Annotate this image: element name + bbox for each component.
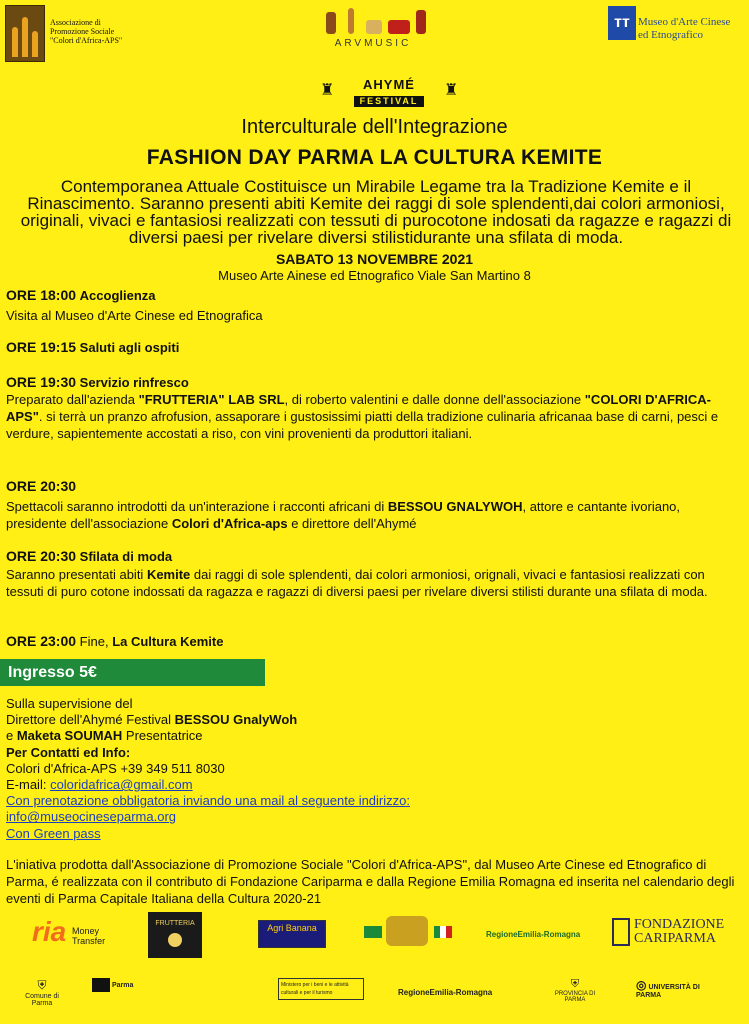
regione-logo: RegioneEmilia-Romagna bbox=[486, 930, 581, 939]
program-item: ORE 19:30 Servizio rinfresco Preparato dall'azienda "FRUTTERIA" LAB SRL, di roberto valentini e dalle donne dell'associazione "COLORI D'AFRICA-APS". si terrà un pranzo afrofusion, assaporare i gustosissimi piatti della tradizione culinaria africanaa base di carni, pesci e verdure, sapientemente accostati a riso, con vini provenienti da produttori italiani. bbox=[6, 374, 719, 441]
comune-parma-logo: ⛨ Comune di Parma bbox=[25, 978, 59, 1007]
museo-logo: ᴛᴛ Museo d'Arte Cinese ed Etnografico bbox=[608, 6, 748, 46]
fondazione-cariparma-logo: FONDAZIONE CARIPARMA bbox=[612, 918, 722, 948]
ministero-logo: Ministero per i beni e le attività culturali e per il turismo bbox=[278, 978, 364, 1000]
museum-email-link[interactable]: info@museocineseparma.org bbox=[6, 809, 177, 825]
program-item: ORE 20:30 Spettacoli saranno introdotti da un'interazione i racconti africani di BESSOU GNALYWOH, attore e cantante ivoriano, presidente dell'associazione Colori d'Africa-aps e direttore dell'Ahymé bbox=[6, 478, 681, 531]
email-link[interactable]: coloridafrica@gmail.com bbox=[50, 777, 193, 793]
program-item: ORE 20:30 Sfilata di moda Saranno presentati abiti Kemite dai raggi di sole splendenti, dai colori armoniosi, orignali, vivaci e fantasiosi realizzati con tessuti di puro cotone indossati da ragazza e ragazzi di diversi paesi per rivelare diversi stilisti durante una sfilata di moda. bbox=[6, 548, 708, 599]
figure-icon: ♜ bbox=[320, 82, 335, 99]
intro-text: Contemporanea Attuale Costituisce un Mirabile Legame tra la Tradizione Kemite e il Rinascimento. Saranno presenti abiti Kemite dei raggi di sole splendenti,dai colori armoniosi, originali, vivaci e fantasiosi realizzati con tessuti di purocotone indosati da ragazze e ragazzi di diversi paesi per rivelare diversi stilistidurante una sfilata di moda. bbox=[20, 177, 732, 247]
regione-logo-2: RegioneEmilia-Romagna bbox=[398, 988, 493, 997]
provincia-parma-logo: ⛨ PROVINCIA DI PARMA bbox=[554, 978, 596, 1003]
figure-icon: ♜ bbox=[444, 82, 459, 99]
instruments-icon bbox=[308, 10, 438, 38]
contacts-block: Sulla supervisione del Direttore dell'Ahymé Festival BESSOU GnalyWoh e Maketa SOUMAH Presentatrice Per Contatti ed Info: Colori d'Africa-APS +39 349 511 8030 E-mail: coloridafrica@gmail.com Con prenotazione obbligatoria inviando una mail al seguente indirizzo: info@museocineseparma.org Con Green pass bbox=[6, 696, 741, 842]
agri-banana-logo: Agri Banana bbox=[258, 920, 326, 948]
green-pass-link[interactable]: Con Green pass bbox=[6, 825, 101, 841]
ria-logo: ria Money Transfer bbox=[32, 916, 106, 947]
booking-instructions-link[interactable]: Con prenotazione obbligatoria inviando una mail al seguente indirizzo: bbox=[6, 793, 410, 809]
parma-capitale-logo: Parma bbox=[92, 978, 152, 1006]
program-item: ORE 23:00 Fine, La Cultura Kemite bbox=[6, 633, 224, 649]
universita-parma-logo: ◎ UNIVERSITÀ DI PARMA bbox=[636, 978, 700, 999]
event-place: Museo Arte Ainese ed Etnografico Viale San Martino 8 bbox=[218, 268, 531, 283]
association-name: Associazione di Promozione Sociale "Colori d'Africa-APS" bbox=[50, 18, 123, 45]
arvmusic-logo: ARVMUSIC bbox=[308, 10, 438, 49]
page-title: FASHION DAY PARMA LA CULTURA KEMITE bbox=[146, 146, 603, 169]
subtitle: Interculturale dell'Integrazione bbox=[241, 116, 508, 138]
museo-mark-icon: ᴛᴛ bbox=[608, 6, 636, 40]
price-banner: Ingresso 5€ bbox=[0, 659, 265, 686]
frutteria-logo: FRUTTERIA bbox=[148, 912, 202, 958]
footer-text: L'iniativa prodotta dall'Associazione di Promozione Sociale "Colori d'Africa-APS", dal Museo Arte Cinese ed Etnografico di Parma, é realizzata con il contributo di Fondazione Cariparma e dalla Regione Emilia Romagna ed inserita nel calendario degli eventi di Parma Capitale Italiana della Cultura 2020-21 bbox=[6, 857, 735, 906]
program-item: ORE 18:00 Accoglienza Visita al Museo d'Arte Cinese ed Etnografica bbox=[6, 287, 263, 323]
association-logo bbox=[5, 5, 45, 62]
program-item: ORE 19:15 Saluti agli ospiti bbox=[6, 339, 180, 355]
flags-logo bbox=[364, 916, 456, 946]
ahyme-festival-logo: ♜ AHYMÉ FESTIVAL ♜ bbox=[320, 77, 459, 106]
event-date: SABATO 13 NOVEMBRE 2021 bbox=[275, 251, 474, 267]
header bbox=[0, 0, 749, 60]
